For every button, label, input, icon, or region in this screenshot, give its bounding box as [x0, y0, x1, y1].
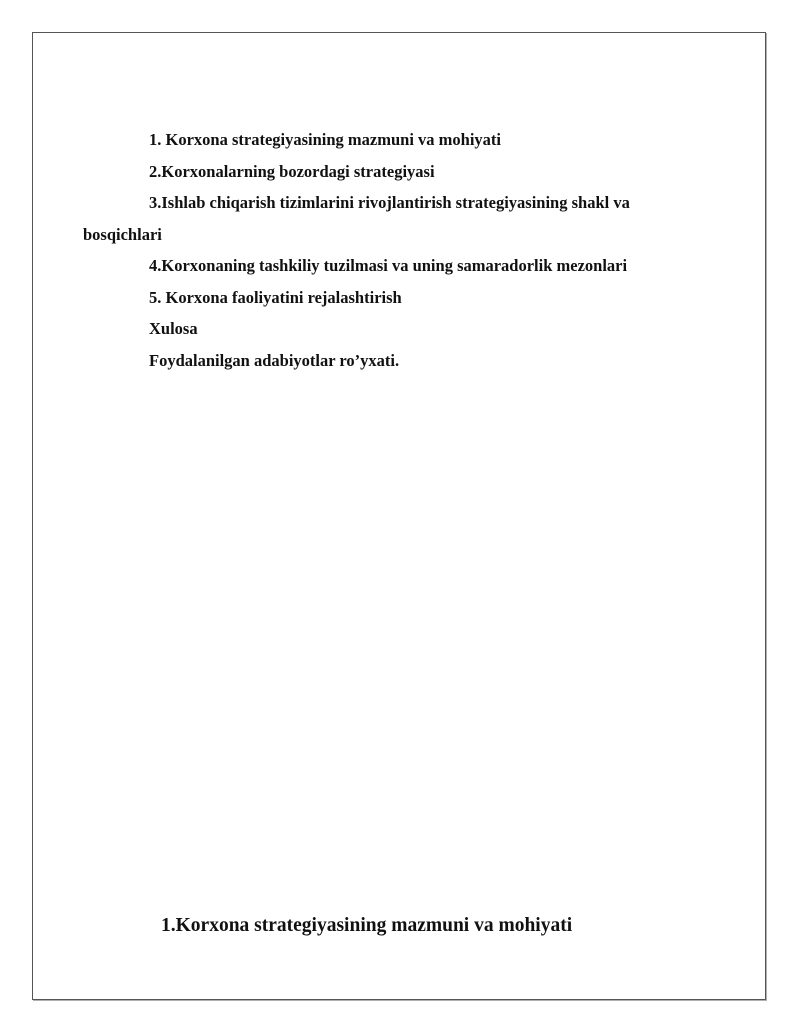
toc-item-conclusion: Xulosa: [149, 319, 198, 338]
document-page: [32, 32, 766, 1000]
toc-item-3: 3.Ishlab chiqarish tizimlarini rivojlantirish strategiyasining shakl va bosqichlari: [83, 193, 630, 244]
table-of-contents: [83, 124, 703, 376]
toc-item-references: Foydalanilgan adabiyotlar ro’yxati.: [149, 350, 400, 370]
section-heading: 1.Korxona strategiyasining mazmuni va mohiyati: [161, 915, 573, 936]
toc-item-4: 4.Korxonaning tashkiliy tuzilmasi va uning samaradorlik mezonlari: [149, 256, 628, 275]
toc-item-5: 5. Korxona faoliyatini rejalashtirish: [149, 287, 402, 307]
toc-item-2: 2.Korxonalarning bozordagi strategiyasi: [149, 161, 435, 181]
toc-item-1: 1. Korxona strategiyasining mazmuni va mohiyati: [149, 130, 502, 149]
